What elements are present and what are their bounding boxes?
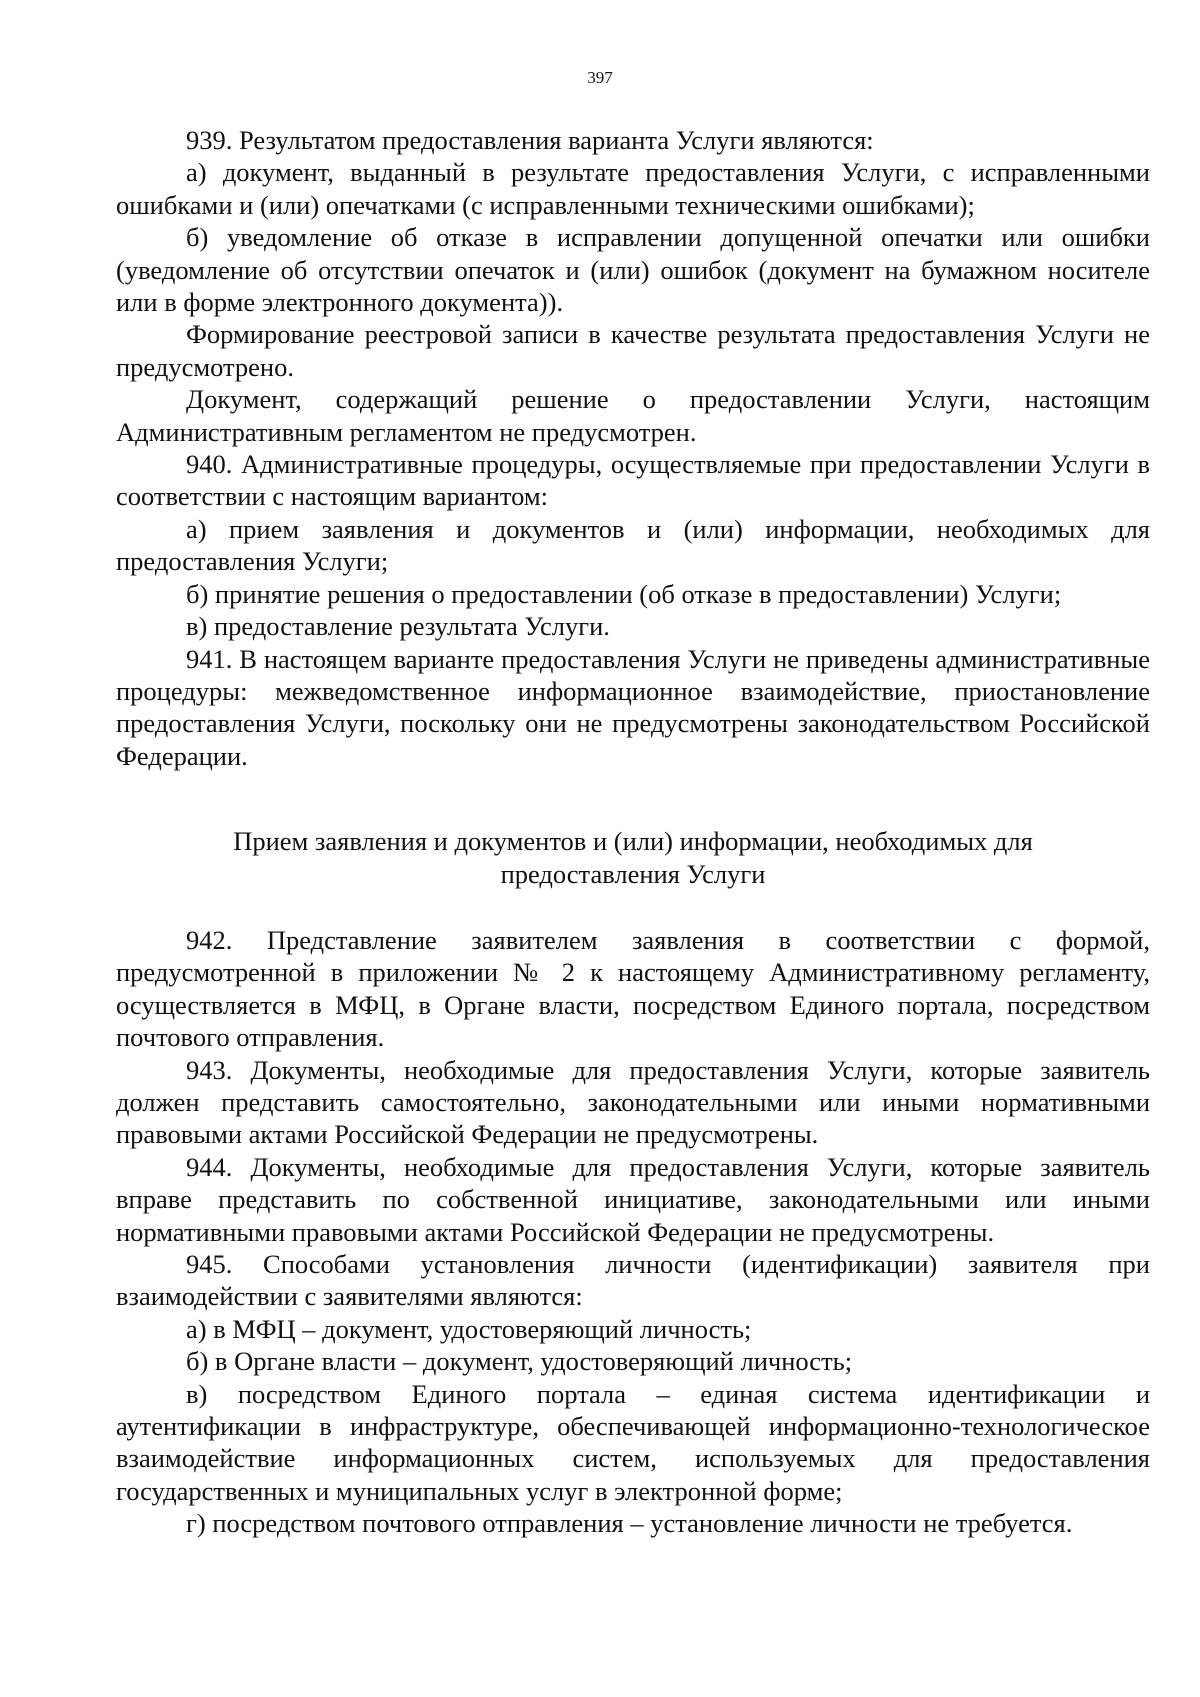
paragraph-945-item-b: б) в Органе власти – документ, удостоверяющий личность; (186, 1346, 853, 1377)
paragraph-943: 943. Документы, необходимые для предоставления Услуги, которые заявитель должен представить самостоятельно, законодательными или иными нормативными правовыми актами Российской Федерации не предусмотрены. (116, 1054, 1150, 1150)
paragraph-940-item-a: а) прием заявления и документов и (или) информации, необходимых для предоставления Услуги; (116, 513, 1150, 577)
paragraph-940-item-b: б) принятие решения о предоставлении (об отказе в предоставлении) Услуги; (186, 578, 1062, 609)
paragraph-registry-record: Формирование реестровой записи в качестве результата предоставления Услуги не предусмотрено. (116, 319, 1150, 382)
paragraph-945-item-d: г) посредством почтового отправления – установление личности не требуется. (186, 1508, 1073, 1539)
page-number: 397 (587, 68, 613, 87)
paragraph-944: 944. Документы, необходимые для предоставления Услуги, которые заявитель вправе представить по собственной инициативе, законодательными или иными нормативными правовыми актами Российской Федерации не предусмотрены. (116, 1151, 1150, 1247)
paragraph-939-item-a: а) документ, выданный в результате предоставления Услуги, с исправленными ошибками и (или) опечатками (с исправленными техническими ошибками); (116, 157, 1150, 220)
paragraph-940: 940. Административные процедуры, осуществляемые при предоставлении Услуги в соответствии с настоящим вариантом: (116, 449, 1150, 512)
section-heading-line-1: Прием заявления и документов и (или) информации, необходимых для (233, 826, 1033, 857)
paragraph-945-item-c: в) посредством Единого портала – единая система идентификации и аутентификации в инфраструктуре, обеспечивающей информационно-технологическое взаимодействие информационных систем, используемых для предоставления государственных и муниципальных услуг в электронной форме; (116, 1378, 1150, 1506)
paragraph-939-item-b: б) уведомление об отказе в исправлении допущенной опечатки или ошибки (уведомление об отсутствии опечаток и (или) ошибок (документ на бумажном носителе или в форме электронного документа)). (116, 222, 1150, 318)
paragraph-decision-document: Документ, содержащий решение о предоставлении Услуги, настоящим Административным регламентом не предусмотрен. (116, 384, 1150, 447)
paragraph-941: 941. В настоящем варианте предоставления Услуги не приведены административные процедуры: межведомственное информационное взаимодействие, приостановление предоставления Услуги, поскольку они не предусмотрены законодательством Российской Федерации. (116, 643, 1150, 771)
paragraph-942: 942. Представление заявителем заявления в соответствии с формой, предусмотренной в приложении № 2 к настоящему Административному регламенту, осуществляется в МФЦ, в Органе власти, посредством Единого портала, посредством почтового отправления. (116, 924, 1150, 1053)
paragraph-945-item-a: а) в МФЦ – документ, удостоверяющий личность; (186, 1313, 752, 1344)
section-heading (116, 825, 1150, 890)
paragraph-945: 945. Способами установления личности (идентификации) заявителя при взаимодействии с заявителями являются: (116, 1249, 1150, 1312)
section-heading-line-2: предоставления Услуги (500, 858, 766, 889)
paragraph-940-item-c: в) предоставление результата Услуги. (186, 611, 610, 642)
paragraph-939: 939. Результатом предоставления варианта Услуги являются: (186, 125, 874, 155)
page-content (116, 124, 1150, 1540)
